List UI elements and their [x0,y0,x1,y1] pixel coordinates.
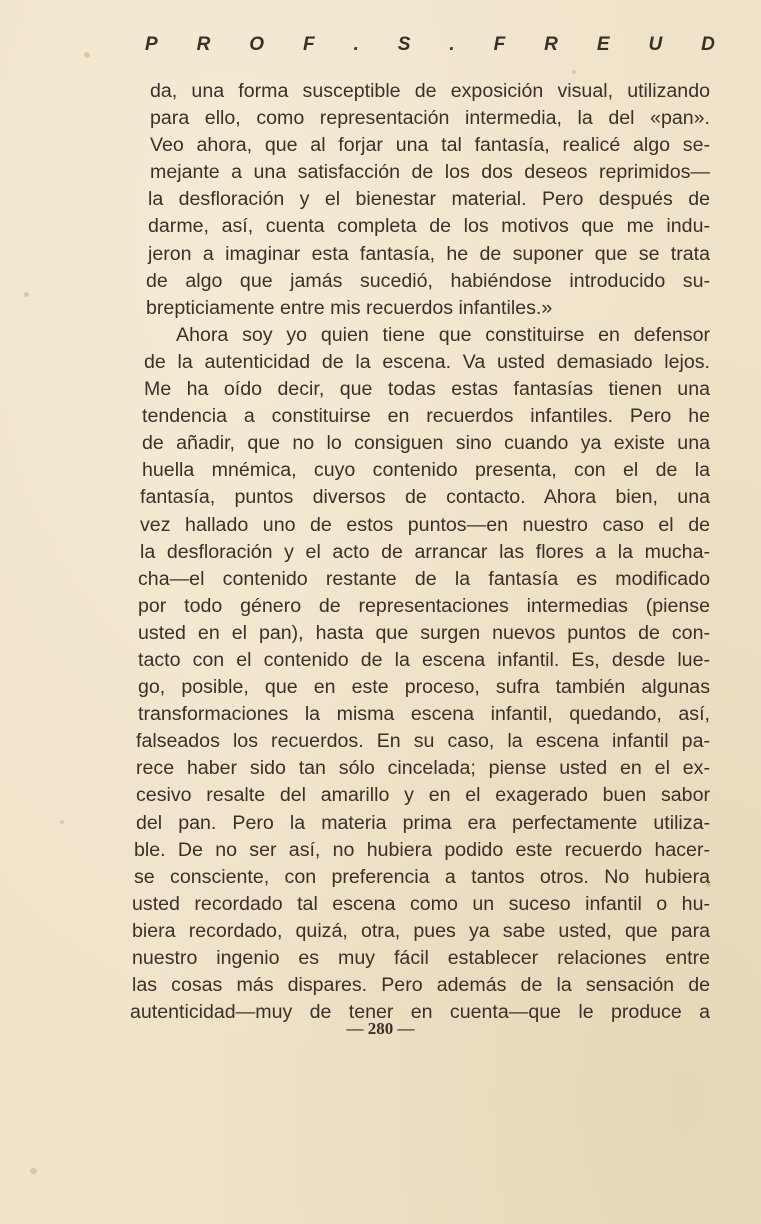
text-line: darme, así, cuenta completa de los motivos que me indu- [148,215,710,238]
header-letter: O [249,34,265,55]
text-line: cha—el contenido restante de la fantasía es modificado [138,567,710,590]
header-letter: P [145,34,158,55]
text-line: go, posible, que en este proceso, sufra también algunas [138,676,710,699]
page-number: — 280 — [346,1019,415,1038]
header-letter: F [303,34,315,55]
header-letter: . [449,34,455,55]
text-line: jeron a imaginar esta fantasía, he de suponer que se trata [148,242,710,265]
text-line: de algo que jamás sucedió, habiéndose introducido su- [146,269,710,292]
text-line: fantasía, puntos diversos de contacto. Ahora bien, una [140,486,710,509]
text-line: vez hallado uno de estos puntos—en nuestro caso el de [140,513,710,536]
text-line: cesivo resalte del amarillo y en el exagerado buen sabor [136,784,710,807]
text-line: transformaciones la misma escena infantil, quedando, así, [138,703,710,726]
paper-stain [24,292,29,297]
text-line: brepticiamente entre mis recuerdos infantiles.» [146,296,553,319]
body-text [130,78,710,1026]
text-line: tacto con el contenido de la escena infantil. Es, desde lue- [138,648,710,671]
text-line: mejante a una satisfacción de los dos deseos reprimidos— [150,161,710,184]
text-line: ble. De no ser así, no hubiera podido este recuerdo hacer- [134,838,710,861]
text-line: de añadir, que no lo consiguen sino cuando ya existe una [142,432,710,455]
header-letter: S [397,34,411,55]
text-line: para ello, como representación intermedia, la del «pan». [150,107,710,130]
text-line: tendencia a constituirse en recuerdos infantiles. Pero he [142,405,710,428]
text-line: de la autenticidad de la escena. Va usted demasiado lejos. [144,350,710,373]
paper-stain [572,70,576,74]
text-line: del pan. Pero la materia prima era perfectamente utiliza- [136,811,710,834]
text-line: biera recordado, quizá, otra, pues ya sabe usted, que para [132,919,710,942]
text-line: usted recordado tal escena como un suceso infantil o hu- [132,892,710,915]
text-line: rece haber sido tan sólo cincelada; piense usted en el ex- [136,757,710,780]
header-letter: . [353,34,359,55]
text-line: huella mnémica, cuyo contenido presenta, con el de la [142,459,710,482]
text-line: las cosas más dispares. Pero además de la sensación de [132,974,710,997]
text-line: falseados los recuerdos. En su caso, la escena infantil pa- [136,730,710,753]
text-line: Veo ahora, que al forjar una tal fantasía, realicé algo se- [150,134,710,157]
header-letter: R [196,34,211,55]
header-letter: F [493,34,506,55]
paper-stain [84,52,90,58]
text-line: autenticidad—muy de tener en cuenta—que le produce a [130,1001,710,1024]
text-line: nuestro ingenio es muy fácil establecer relaciones entre [132,947,710,969]
text-line: por todo género de representaciones intermedias (piense [138,594,710,617]
running-header [145,34,715,56]
text-line-paragraph-start: Ahora soy yo quien tiene que constituirse en defensor [176,323,710,346]
paper-stain [30,1168,37,1174]
header-letter: D [701,34,715,55]
header-letter: E [596,34,610,55]
text-line: la desfloración y el acto de arrancar las flores a la mucha- [140,540,710,563]
header-letter: U [648,34,663,55]
header-letter: R [544,34,558,55]
text-line: la desfloración y el bienestar material. Pero después de [148,188,710,211]
text-line: usted en el pan), hasta que surgen nuevos puntos de con- [138,621,710,644]
text-line: da, una forma susceptible de exposición visual, utilizando [150,80,710,102]
text-line: Me ha oído decir, que todas estas fantasías tienen una [144,378,710,401]
text-line: se consciente, con preferencia a tantos otros. No hubiera [134,865,710,888]
paper-stain [60,820,64,824]
